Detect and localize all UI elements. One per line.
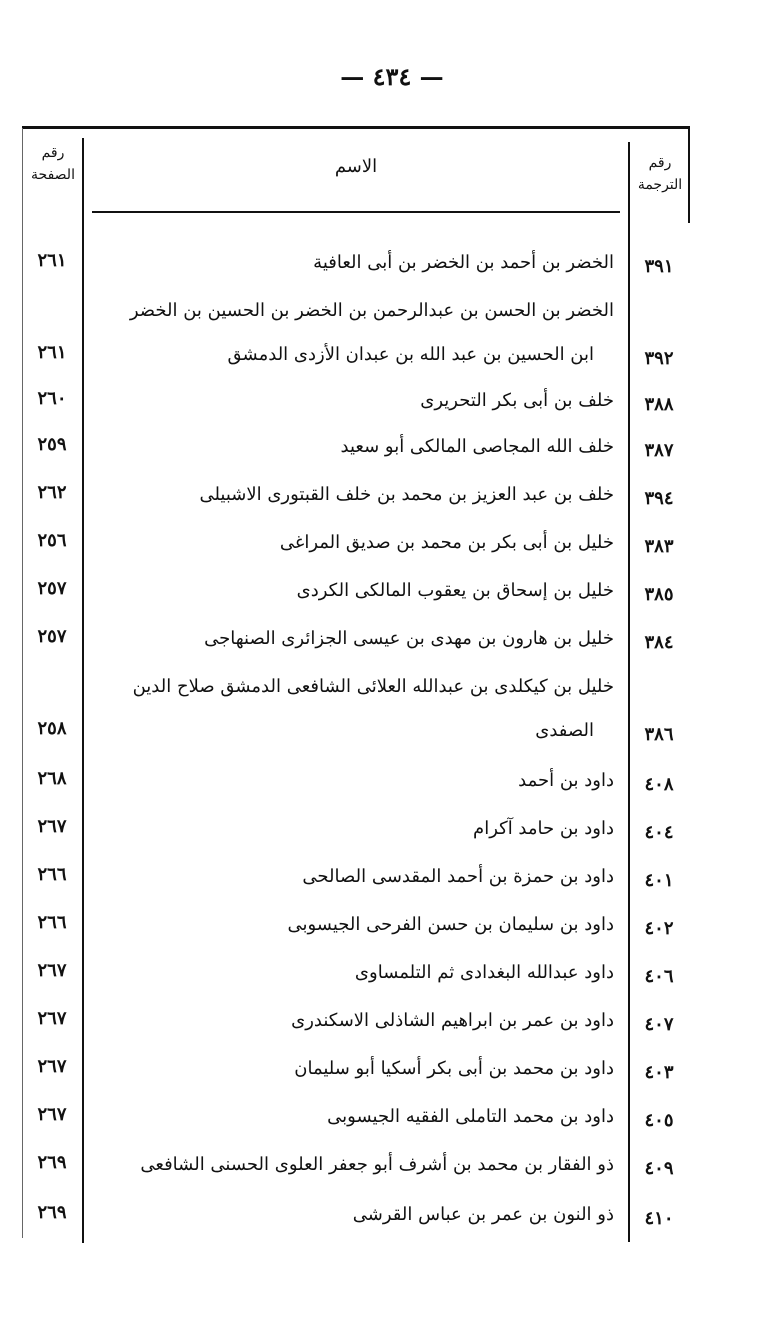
entry-name: ذو النون بن عمر بن عباس القرشى	[352, 1204, 614, 1225]
number-column-header: رقم الترجمة	[637, 155, 683, 193]
entry-number: ٣٨٦	[644, 724, 674, 745]
entry-number: ٤٠٧	[644, 1014, 674, 1035]
entry-name: ذو الفقار بن محمد بن أشرف أبو جعفر العلوى الحسنى الشافعى	[140, 1154, 614, 1175]
number-column-divider	[628, 142, 630, 1242]
entry-page: ٢٦٧	[37, 1056, 67, 1077]
entry-name: داود عبدالله البغدادى ثم التلمساوى	[354, 962, 614, 983]
entry-number: ٤٠٥	[644, 1110, 674, 1131]
entry-name: داود بن سليمان بن حسن الفرحى الجيسوبى	[287, 914, 614, 935]
entry-page: ٢٦٧	[37, 1008, 67, 1029]
table-top-rule	[22, 126, 690, 129]
entry-name: خلف الله المجاصى المالكى أبو سعيد	[340, 436, 614, 457]
entry-name: داود بن عمر بن ابراهيم الشاذلى الاسكندرى	[291, 1010, 614, 1031]
entry-page: ٢٦٧	[37, 1104, 67, 1125]
entry-number: ٤٠٦	[644, 966, 674, 987]
entry-page: ٢٥٧	[37, 626, 67, 647]
entry-page: ٢٥٦	[37, 530, 67, 551]
entry-number: ٤٠٨	[644, 774, 674, 795]
entry-number: ٤٠١	[644, 870, 674, 891]
entry-page: ٢٦٠	[37, 388, 67, 409]
entry-name: خلف بن عبد العزيز بن محمد بن خلف القبتورى الاشبيلى	[199, 484, 614, 505]
entry-page: ٢٦٢	[37, 482, 67, 503]
entry-name: ابن الحسين بن عبد الله بن عبدان الأزدى الدمشق	[227, 344, 594, 365]
entry-page: ٢٦٧	[37, 960, 67, 981]
name-column-header: الاسم	[334, 156, 378, 177]
entry-number: ٣٨٤	[644, 632, 674, 653]
entry-number: ٣٩٤	[644, 488, 674, 509]
entry-name: الخضر بن أحمد بن الخضر بن أبى العافية	[313, 252, 614, 273]
entry-number: ٣٨٥	[644, 584, 674, 605]
entry-name: داود بن محمد التاملى الفقيه الجيسوبى	[327, 1106, 614, 1127]
page-number: — ٤٣٤ —	[340, 62, 444, 91]
entry-name: الخضر بن الحسن بن عبدالرحمن بن الخضر بن الحسين بن الخضر	[129, 300, 614, 321]
entry-page: ٢٥٧	[37, 578, 67, 599]
entry-name: خليل بن إسحاق بن يعقوب المالكى الكردى	[296, 580, 614, 601]
header-rule	[92, 211, 620, 213]
entry-number: ٤١٠	[644, 1208, 674, 1229]
entry-name: داود بن أحمد	[518, 770, 614, 791]
page-column-header: رقم الصفحة	[31, 145, 75, 183]
entry-name: الصفدى	[535, 720, 594, 741]
entry-page: ٢٦١	[37, 250, 67, 271]
entry-page: ٢٦٦	[37, 912, 67, 933]
table-left-border	[22, 128, 23, 1238]
entry-number: ٣٩٢	[644, 348, 674, 369]
entry-page: ٢٦٦	[37, 864, 67, 885]
entry-number: ٤٠٤	[644, 822, 674, 843]
entry-number: ٤٠٣	[644, 1062, 674, 1083]
entry-number: ٣٨٧	[644, 440, 674, 461]
entry-page: ٢٦٧	[37, 816, 67, 837]
table-right-border	[688, 128, 690, 223]
page-column-divider	[82, 138, 84, 1243]
entry-page: ٢٦٨	[37, 768, 67, 789]
entry-page: ٢٦١	[37, 342, 67, 363]
entry-page: ٢٥٨	[37, 718, 67, 739]
entry-name: خليل بن هارون بن مهدى بن عيسى الجزائرى الصنهاجى	[204, 628, 614, 649]
entry-name: داود بن حمزة بن أحمد المقدسى الصالحى	[302, 866, 614, 887]
entry-name: خليل بن كيكلدى بن عبدالله العلائى الشافعى الدمشق صلاح الدين	[132, 676, 614, 697]
entry-number: ٤٠٢	[644, 918, 674, 939]
entry-name: خلف بن أبى بكر التحريرى	[420, 390, 614, 411]
entry-number: ٣٨٨	[644, 394, 674, 415]
entry-number: ٤٠٩	[644, 1158, 674, 1179]
entry-page: ٢٦٩	[37, 1152, 67, 1173]
entry-name: داود بن محمد بن أبى بكر أسكيا أبو سليمان	[294, 1058, 614, 1079]
entry-page: ٢٥٩	[37, 434, 67, 455]
entry-page: ٢٦٩	[37, 1202, 67, 1223]
entry-name: خليل بن أبى بكر بن محمد بن صديق المراغى	[279, 532, 614, 553]
entry-number: ٣٨٣	[644, 536, 674, 557]
entry-number: ٣٩١	[644, 256, 674, 277]
entry-name: داود بن حامد آكرام	[473, 818, 614, 839]
